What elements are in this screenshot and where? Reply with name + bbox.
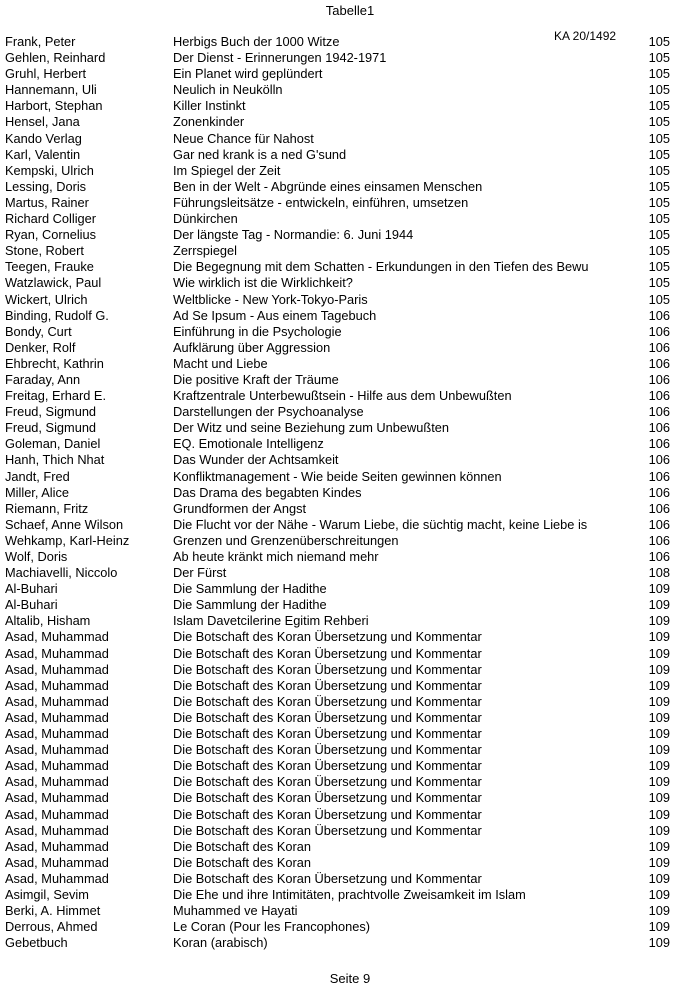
title-cell: Die Begegnung mit dem Schatten - Erkundungen in den Tiefen des Bewu [173,259,589,275]
table-row [0,565,700,581]
author-cell: Gruhl, Herbert [5,66,87,82]
author-cell: Derrous, Ahmed [5,919,98,935]
number-cell: 106 [648,452,670,468]
table-row [0,646,700,662]
title-cell: Die Botschaft des Koran Übersetzung und Kommentar [173,661,482,677]
author-cell: Asad, Muhammad [5,838,109,854]
author-cell: Asimgil, Sevim [5,886,89,902]
author-cell: Kempski, Ulrich [5,162,94,178]
number-cell: 106 [648,339,670,355]
number-cell: 105 [648,50,670,66]
number-cell: 109 [648,919,670,935]
table-row [0,388,700,404]
table-row [0,195,700,211]
author-cell: Jandt, Fred [5,468,70,484]
author-cell: Schaef, Anne Wilson [5,516,124,532]
number-cell: 106 [648,371,670,387]
author-cell: Goleman, Daniel [5,436,101,452]
author-cell: Asad, Muhammad [5,758,109,774]
number-cell: 105 [648,66,670,82]
number-cell: 109 [648,935,670,951]
number-cell: 109 [648,742,670,758]
table-row [0,308,700,324]
table-row [0,131,700,147]
page-footer: Seite 9 [329,971,371,986]
table-row [0,243,700,259]
title-cell: Im Spiegel der Zeit [173,162,281,178]
title-cell: Neue Chance für Nahost [173,130,314,146]
title-cell: Dünkirchen [173,211,238,227]
table-row [0,404,700,420]
title-cell: Die Botschaft des Koran Übersetzung und Kommentar [173,774,482,790]
title-cell: Ad Se Ipsum - Aus einem Tagebuch [173,307,377,323]
title-cell: Führungsleitsätze - entwickeln, einführen, umsetzen [173,194,469,210]
author-cell: Machiavelli, Niccolo [5,565,118,581]
table-row [0,629,700,645]
title-cell: Koran (arabisch) [173,935,268,951]
title-cell: Zerrspiegel [173,243,238,259]
table-row [0,50,700,66]
title-cell: Ein Planet wird geplündert [173,66,323,82]
table-row [0,839,700,855]
title-cell: Konfliktmanagement - Wie beide Seiten gewinnen können [173,468,502,484]
number-cell: 105 [648,130,670,146]
title-cell: Grenzen und Grenzenüberschreitungen [173,532,399,548]
table-row [0,114,700,130]
author-cell: Freitag, Erhard E. [5,388,106,404]
author-cell: Wehkamp, Karl-Heinz [5,532,130,548]
title-cell: Die Sammlung der Hadithe [173,581,327,597]
title-cell: Aufklärung über Aggression [173,339,331,355]
author-cell: Bondy, Curt [5,323,72,339]
number-cell: 109 [648,661,670,677]
number-cell: 106 [648,484,670,500]
title-cell: Die Ehe und ihre Intimitäten, prachtvolle Zweisamkeit im Islam [173,886,526,902]
author-cell: Asad, Muhammad [5,790,109,806]
author-cell: Asad, Muhammad [5,742,109,758]
number-cell: 105 [648,194,670,210]
number-cell: 106 [648,532,670,548]
title-cell: Die Botschaft des Koran Übersetzung und Kommentar [173,693,482,709]
number-cell: 109 [648,838,670,854]
title-cell: Das Wunder der Achtsamkeit [173,452,339,468]
number-cell: 105 [648,34,670,49]
number-cell: 105 [648,291,670,307]
table-row [0,356,700,372]
table-row [0,919,700,935]
author-cell: Martus, Rainer [5,194,89,210]
number-cell: 106 [648,436,670,452]
author-cell: Watzlawick, Paul [5,275,102,291]
table-row [0,211,700,227]
table-row [0,147,700,163]
table-row [0,436,700,452]
title-cell: Einführung in die Psychologie [173,323,342,339]
number-cell: 105 [648,162,670,178]
table-row [0,179,700,195]
author-cell: Asad, Muhammad [5,806,109,822]
author-cell: Gehlen, Reinhard [5,50,106,66]
title-cell: Die Botschaft des Koran [173,854,311,870]
table-row [0,662,700,678]
title-cell: Ab heute kränkt mich niemand mehr [173,549,379,564]
number-cell: 105 [648,211,670,227]
author-cell: Freud, Sigmund [5,404,97,420]
number-cell: 109 [648,613,670,629]
table-row [0,678,700,694]
table-row [0,275,700,291]
title-cell: Die Flucht vor der Nähe - Warum Liebe, die süchtig macht, keine Liebe is [173,516,588,532]
author-cell: Frank, Peter [5,34,76,49]
table-row [0,549,700,565]
number-cell: 106 [648,516,670,532]
number-cell: 105 [648,178,670,194]
table-row [0,887,700,903]
author-cell: Gebetbuch [5,935,68,951]
author-cell: Faraday, Ann [5,371,81,387]
author-cell: Asad, Muhammad [5,726,109,742]
author-cell: Ehbrecht, Kathrin [5,355,104,371]
title-cell: Macht und Liebe [173,355,268,371]
title-cell: Die Botschaft des Koran [173,838,311,854]
title-cell: Die Botschaft des Koran Übersetzung und Kommentar [173,758,482,774]
title-cell: Wie wirklich ist die Wirklichkeit? [173,275,353,291]
number-cell: 106 [648,468,670,484]
author-cell: Stone, Robert [5,243,84,259]
table-row [0,871,700,887]
title-cell: Islam Davetcilerine Egitim Rehberi [173,613,369,629]
number-cell: 109 [648,758,670,774]
number-cell: 109 [648,629,670,645]
title-cell: Die Botschaft des Koran Übersetzung und Kommentar [173,726,482,742]
author-cell: Lessing, Doris [5,178,87,194]
table-row [0,726,700,742]
title-cell: Die Botschaft des Koran Übersetzung und Kommentar [173,806,482,822]
author-cell: Asad, Muhammad [5,709,109,725]
table-row [0,935,700,951]
author-cell: Ryan, Cornelius [5,227,97,243]
author-cell: Riemann, Fritz [5,500,89,516]
author-cell: Al-Buhari [5,597,58,613]
title-cell: Die Botschaft des Koran Übersetzung und Kommentar [173,822,482,838]
number-cell: 109 [648,774,670,790]
table-row [0,259,700,275]
number-cell: 109 [648,790,670,806]
title-cell: Das Drama des begabten Kindes [173,484,362,500]
number-cell: 109 [648,693,670,709]
author-cell: Asad, Muhammad [5,693,109,709]
author-cell: Harbort, Stephan [5,98,103,114]
title-cell: Ben in der Welt - Abgründe eines einsamen Menschen [173,178,483,194]
table-row [0,613,700,629]
title-cell: Die Botschaft des Koran Übersetzung und Kommentar [173,629,482,645]
title-cell: Zonenkinder [173,114,245,130]
number-cell: 105 [648,259,670,275]
author-cell: Asad, Muhammad [5,629,109,645]
number-cell: 105 [648,227,670,243]
table-row [0,452,700,468]
title-cell: Grundformen der Angst [173,500,307,516]
number-cell: 109 [648,886,670,902]
author-cell: Kando Verlag [5,130,82,146]
title-cell: Die Botschaft des Koran Übersetzung und Kommentar [173,870,482,886]
title-cell: Die Sammlung der Hadithe [173,597,327,613]
table-row [0,533,700,549]
number-cell: 105 [648,98,670,114]
table-row [0,292,700,308]
author-cell: Asad, Muhammad [5,661,109,677]
author-cell: Berki, A. Himmet [5,903,101,919]
number-cell: 109 [648,597,670,613]
table-row [0,597,700,613]
table-row [0,163,700,179]
number-cell: 109 [648,822,670,838]
table-row [0,807,700,823]
number-cell: 109 [648,709,670,725]
table-row [0,324,700,340]
title-cell: Gar ned krank is a ned G'sund [173,146,347,162]
number-cell: 105 [648,114,670,130]
number-cell: 109 [648,645,670,661]
author-cell: Hanh, Thich Nhat [5,452,105,468]
table-row [0,823,700,839]
table-row [0,485,700,501]
title-cell: Herbigs Buch der 1000 Witze [173,34,340,49]
table-row [0,774,700,790]
title-cell: Der längste Tag - Normandie: 6. Juni 1944 [173,227,414,243]
table-row [0,758,700,774]
ka-reference-note: KA 20/1492 [554,29,617,43]
title-cell: EQ. Emotionale Intelligenz [173,436,324,452]
table-row [0,98,700,114]
table-row [0,501,700,517]
number-cell: 108 [648,565,670,581]
number-cell: 109 [648,870,670,886]
number-cell: 106 [648,388,670,404]
number-cell: 106 [648,549,670,564]
author-cell: Binding, Rudolf G. [5,307,109,323]
author-cell: Wickert, Ulrich [5,291,88,307]
table-row [0,742,700,758]
author-cell: Altalib, Hisham [5,613,91,629]
table-row [0,420,700,436]
title-cell: Die Botschaft des Koran Übersetzung und Kommentar [173,742,482,758]
number-cell: 105 [648,243,670,259]
table-row [0,372,700,388]
title-cell: Weltblicke - New York-Tokyo-Paris [173,291,368,307]
author-cell: Hensel, Jana [5,114,80,130]
title-cell: Kraftzentrale Unterbewußtsein - Hilfe aus dem Unbewußten [173,388,512,404]
number-cell: 109 [648,581,670,597]
table-row [0,903,700,919]
table-row [0,710,700,726]
table-row [0,82,700,98]
table-row [0,227,700,243]
author-cell: Denker, Rolf [5,339,76,355]
table-row [0,581,700,597]
title-cell: Die Botschaft des Koran Übersetzung und Kommentar [173,790,482,806]
number-cell: 105 [648,146,670,162]
sheet-title: Tabelle1 [325,3,375,18]
author-cell: Miller, Alice [5,484,70,500]
author-cell: Asad, Muhammad [5,822,109,838]
number-cell: 109 [648,854,670,870]
table-row [0,34,700,50]
table-row [0,66,700,82]
number-cell: 106 [648,420,670,436]
number-cell: 105 [648,82,670,98]
title-cell: Der Fürst [173,565,227,581]
title-cell: Der Dienst - Erinnerungen 1942-1971 [173,50,387,66]
author-cell: Hannemann, Uli [5,82,97,98]
title-cell: Le Coran (Pour les Francophones) [173,919,371,935]
number-cell: 109 [648,726,670,742]
number-cell: 109 [648,903,670,919]
title-cell: Killer Instinkt [173,98,246,114]
author-cell: Asad, Muhammad [5,645,109,661]
author-cell: Asad, Muhammad [5,870,109,886]
author-cell: Asad, Muhammad [5,774,109,790]
author-cell: Teegen, Frauke [5,259,94,275]
book-list [0,34,700,951]
number-cell: 106 [648,323,670,339]
table-row [0,855,700,871]
table-row [0,340,700,356]
title-cell: Die Botschaft des Koran Übersetzung und Kommentar [173,677,482,693]
title-cell: Der Witz und seine Beziehung zum Unbewußten [173,420,449,436]
number-cell: 106 [648,355,670,371]
title-cell: Die positive Kraft der Träume [173,371,339,387]
number-cell: 105 [648,275,670,291]
title-cell: Die Botschaft des Koran Übersetzung und Kommentar [173,645,482,661]
author-cell: Karl, Valentin [5,146,81,162]
number-cell: 109 [648,677,670,693]
number-cell: 106 [648,404,670,420]
table-row [0,469,700,485]
table-row [0,694,700,710]
author-cell: Asad, Muhammad [5,677,109,693]
author-cell: Asad, Muhammad [5,854,109,870]
title-cell: Die Botschaft des Koran Übersetzung und Kommentar [173,709,482,725]
title-cell: Neulich in Neukölln [173,82,283,98]
number-cell: 109 [648,806,670,822]
author-cell: Freud, Sigmund [5,420,97,436]
title-cell: Muhammed ve Hayati [173,903,298,919]
table-row [0,517,700,533]
title-cell: Darstellungen der Psychoanalyse [173,404,364,420]
table-row [0,790,700,806]
number-cell: 106 [648,500,670,516]
author-cell: Al-Buhari [5,581,58,597]
number-cell: 106 [648,307,670,323]
author-cell: Wolf, Doris [5,549,68,564]
author-cell: Richard Colliger [5,211,97,227]
